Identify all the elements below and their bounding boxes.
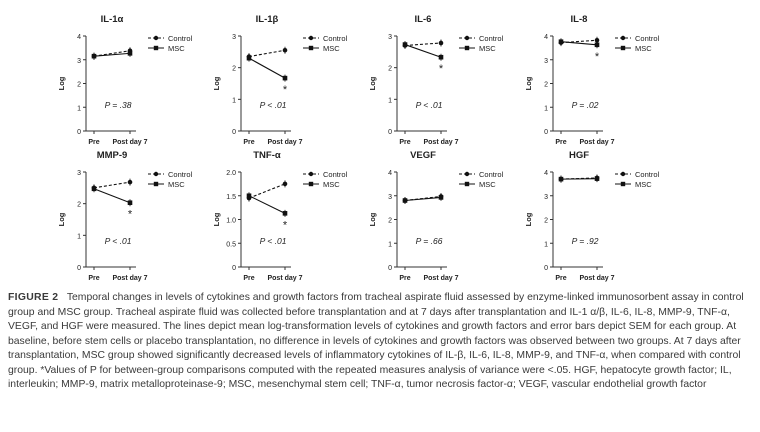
x-tick-label: Post day 7	[579, 275, 615, 282]
control-series-line	[249, 184, 285, 198]
control-point	[283, 48, 288, 53]
chart-title: IL-8	[570, 14, 588, 25]
p-value-label: P = .02	[571, 100, 599, 110]
x-tick-label: Pre	[243, 139, 255, 146]
msc-series-line	[249, 196, 285, 214]
x-tick-label: Post day 7	[423, 139, 459, 146]
x-tick-label: Pre	[555, 275, 567, 282]
y-tick-label: 1	[77, 233, 81, 241]
y-axis-label: Log	[212, 76, 221, 91]
y-tick-label: 2	[77, 81, 81, 89]
significance-marker: *	[282, 219, 288, 232]
legend-control-marker	[621, 36, 625, 40]
y-tick-label: 1	[544, 241, 548, 249]
chart-title: IL-6	[414, 14, 432, 25]
y-tick-label: 0	[232, 129, 236, 136]
y-tick-label: 3	[544, 57, 548, 65]
chart-panel	[524, 14, 660, 146]
x-tick-label: Post day 7	[579, 139, 615, 146]
figure-caption	[8, 291, 756, 393]
y-tick-label: 2	[388, 217, 392, 225]
legend-control-marker	[465, 36, 469, 40]
msc-point	[439, 195, 444, 200]
legend-control-label: Control	[323, 34, 348, 43]
legend-msc-marker	[465, 182, 469, 186]
p-value-label: P < .01	[259, 236, 287, 246]
y-axis-label: Log	[212, 212, 221, 227]
msc-series-line	[94, 189, 130, 203]
p-value-label: P = .92	[571, 236, 599, 246]
control-series-line	[94, 182, 130, 188]
y-tick-label: 0	[388, 129, 392, 136]
legend-msc-marker	[621, 182, 625, 186]
y-tick-label: 4	[388, 170, 392, 177]
y-tick-label: 1	[232, 97, 236, 105]
y-tick-label: 0	[77, 129, 81, 136]
msc-point	[439, 55, 444, 60]
legend-msc-label: MSC	[635, 44, 652, 53]
caption-text: Temporal changes in levels of cytokines and growth factors from tracheal aspirate fluid assessed by enzyme-linked immunosorbent assay in control group and MSC group. Tracheal aspirate fluid was collected before transplantation and at 7 days after transplantation and IL-1 α/β, IL-6, IL-8, MMP-9, TNF-α, VEGF, and HGF were measured. The lines depict mean log-transformation levels of cytokines and growth factors and error bars depict SEM for each group. At baseline, before stem cells or placebo transplantation, no difference in levels of cytokines and growth factors was observed between two groups. At 7 days after transplantation, MSC group showed significantly decreased levels of inflammatory cytokines of IL-β, IL-6, IL-8, MMP-9, and TNF-α, when compared with control group. *Values of P for between-group comparisons computed with the repeated measures analysis of variance were <.05. HGF, hepatocyte growth factor; IL, interleukin; MMP-9, matrix metalloproteinase-9; MSC, mesenchymal stem cell; TNF-α, tumor necrosis factor-α; VEGF, vascular endothelial growth factor	[8, 292, 744, 390]
y-axis-label: Log	[524, 212, 533, 227]
chart-title: TNF-α	[253, 150, 281, 161]
significance-marker: *	[127, 208, 133, 221]
msc-series-line	[94, 53, 130, 56]
chart-title: IL-1β	[255, 14, 279, 25]
legend-msc-marker	[465, 46, 469, 50]
y-axis-label: Log	[524, 76, 533, 91]
x-tick-label: Pre	[88, 139, 100, 146]
legend-msc-label: MSC	[635, 180, 652, 189]
y-tick-label: 4	[544, 34, 548, 41]
legend-msc-label: MSC	[323, 44, 340, 53]
msc-point	[559, 177, 564, 182]
legend-control-label: Control	[168, 170, 193, 179]
chart-title: VEGF	[410, 150, 436, 161]
legend-msc-marker	[621, 46, 625, 50]
y-tick-label: 0	[544, 129, 548, 136]
legend-control-label: Control	[323, 170, 348, 179]
y-tick-label: 0	[232, 265, 236, 272]
y-tick-label: 4	[77, 34, 81, 41]
legend-msc-label: MSC	[168, 44, 185, 53]
p-value-label: P < .01	[415, 100, 443, 110]
chart-panel	[524, 150, 660, 282]
chart-panel	[57, 14, 193, 146]
y-tick-label: 1.5	[226, 193, 236, 201]
legend-msc-marker	[154, 182, 158, 186]
msc-point	[247, 56, 252, 61]
p-value-label: P < .01	[104, 236, 132, 246]
legend-msc-label: MSC	[479, 44, 496, 53]
legend-control-marker	[465, 172, 469, 176]
x-tick-label: Post day 7	[112, 139, 148, 146]
y-tick-label: 1	[388, 241, 392, 249]
msc-point	[595, 42, 600, 47]
legend-control-label: Control	[635, 170, 660, 179]
msc-point	[403, 42, 408, 47]
x-tick-label: Pre	[555, 139, 567, 146]
y-tick-label: 0	[544, 265, 548, 272]
y-axis-label: Log	[57, 212, 66, 227]
chart-title: IL-1α	[100, 14, 124, 25]
legend-control-label: Control	[635, 34, 660, 43]
y-tick-label: 3	[388, 193, 392, 201]
y-tick-label: 3	[77, 170, 81, 177]
chart-title: HGF	[568, 150, 590, 161]
msc-point	[92, 54, 97, 59]
y-tick-label: 1	[544, 105, 548, 113]
y-axis-label: Log	[368, 212, 377, 227]
msc-series-line	[405, 197, 441, 200]
y-axis-label: Log	[57, 76, 66, 91]
chart-panel	[368, 150, 504, 282]
x-tick-label: Pre	[399, 139, 411, 146]
y-tick-label: 3	[77, 57, 81, 65]
legend-control-marker	[309, 172, 313, 176]
x-tick-label: Post day 7	[267, 275, 303, 282]
msc-point	[559, 39, 564, 44]
legend-msc-label: MSC	[479, 180, 496, 189]
x-tick-label: Post day 7	[267, 139, 303, 146]
legend-msc-marker	[309, 182, 313, 186]
y-tick-label: 0	[388, 265, 392, 272]
msc-point	[283, 211, 288, 216]
control-point	[439, 41, 444, 46]
legend-msc-label: MSC	[168, 180, 185, 189]
msc-point	[128, 51, 133, 56]
y-tick-label: 2	[77, 201, 81, 209]
control-series-line	[249, 50, 285, 56]
legend-control-label: Control	[479, 34, 504, 43]
chart-panel	[212, 14, 348, 146]
y-tick-label: 2.0	[226, 170, 236, 177]
chart-title: MMP-9	[96, 150, 128, 161]
control-point	[283, 182, 288, 187]
chart-panel	[57, 150, 193, 282]
y-tick-label: 4	[544, 170, 548, 177]
msc-point	[247, 193, 252, 198]
y-tick-label: 2	[388, 65, 392, 73]
y-tick-label: 0	[77, 265, 81, 272]
legend-msc-marker	[309, 46, 313, 50]
y-tick-label: 2	[544, 217, 548, 225]
y-axis-label: Log	[368, 76, 377, 91]
y-tick-label: 3	[544, 193, 548, 201]
significance-marker: *	[438, 63, 444, 76]
y-tick-label: 3	[232, 34, 236, 41]
msc-point	[283, 76, 288, 81]
msc-point	[595, 176, 600, 181]
x-tick-label: Pre	[243, 275, 255, 282]
caption-label: FIGURE 2	[8, 292, 59, 303]
legend-control-marker	[621, 172, 625, 176]
significance-marker: *	[594, 50, 600, 63]
x-tick-label: Pre	[88, 275, 100, 282]
msc-point	[128, 200, 133, 205]
msc-point	[92, 186, 97, 191]
legend-control-label: Control	[479, 170, 504, 179]
y-tick-label: 2	[544, 81, 548, 89]
y-tick-label: 2	[232, 65, 236, 73]
msc-series-line	[249, 58, 285, 78]
msc-series-line	[405, 45, 441, 58]
chart-panel	[212, 150, 348, 282]
y-tick-label: 1.0	[226, 217, 236, 225]
y-tick-label: 3	[388, 34, 392, 41]
y-tick-label: 1	[388, 97, 392, 105]
legend-msc-marker	[154, 46, 158, 50]
control-series-line	[405, 43, 441, 46]
x-tick-label: Pre	[399, 275, 411, 282]
p-value-label: P < .01	[259, 100, 287, 110]
legend-control-marker	[154, 172, 158, 176]
control-point	[128, 180, 133, 185]
p-value-label: P = .38	[104, 100, 132, 110]
msc-series-line	[561, 42, 597, 45]
legend-control-marker	[154, 36, 158, 40]
legend-msc-label: MSC	[323, 180, 340, 189]
x-tick-label: Post day 7	[112, 275, 148, 282]
significance-marker: *	[282, 84, 288, 97]
p-value-label: P = .66	[415, 236, 443, 246]
y-tick-label: 1	[77, 105, 81, 113]
x-tick-label: Post day 7	[423, 275, 459, 282]
chart-panel	[368, 14, 504, 146]
msc-point	[403, 198, 408, 203]
legend-control-marker	[309, 36, 313, 40]
legend-control-label: Control	[168, 34, 193, 43]
y-tick-label: 0.5	[226, 241, 236, 249]
